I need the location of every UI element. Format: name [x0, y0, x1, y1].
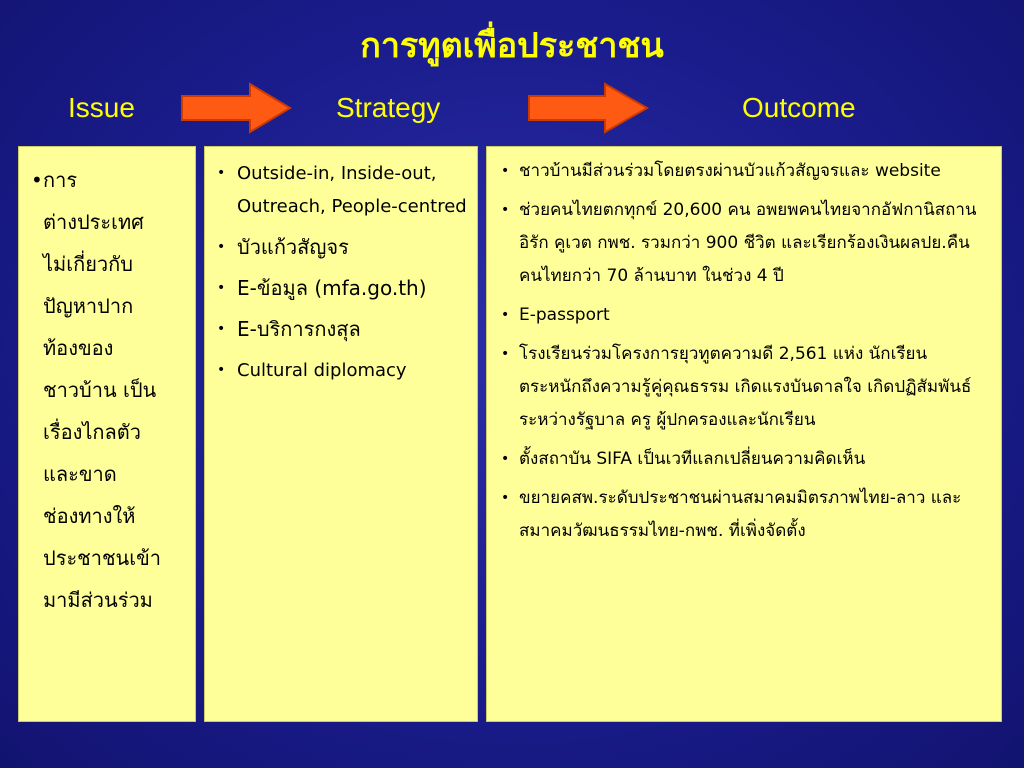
- bullet-icon: •: [31, 168, 43, 192]
- slide-title: การทูตเพื่อประชาชน: [360, 26, 664, 66]
- bullet-icon: •: [217, 239, 226, 255]
- issue-list: [31, 159, 185, 621]
- strategy-list: [215, 157, 467, 387]
- bullet-icon: •: [217, 321, 226, 337]
- outcome-item: • ช่วยคนไทยตกทุกข์ 20,600 คน อพยพคนไทยจากอัฟกานิสถาน อิรัก คูเวต กพช. รวมกว่า 900 ชีวิต และเรียกร้องเงินผลปย.คืนคนไทยกว่า 70 ล้านบาท ในช่วง 4 ปี: [499, 194, 989, 293]
- outcome-item: • ตั้งสถาบัน SIFA เป็นเวทีแลกเปลี่ยนความคิดเห็น: [499, 443, 989, 476]
- issue-line: เรื่องไกลตัว: [43, 420, 141, 444]
- issue-line: ประชาชนเข้า: [43, 546, 161, 570]
- strategy-box: [204, 146, 478, 722]
- issue-line: ท้องของ: [43, 336, 114, 360]
- strategy-item: • บัวแก้วสัญจร: [215, 231, 467, 264]
- issue-line: ต่างประเทศ: [43, 210, 144, 234]
- strategy-item: • E-ข้อมูล (mfa.go.th): [215, 272, 467, 305]
- arrow-right-icon: [527, 82, 649, 134]
- bullet-icon: •: [217, 165, 226, 181]
- bullet-icon: •: [501, 202, 510, 218]
- issue-line: ช่องทางให้: [43, 504, 136, 528]
- outcome-list: [499, 155, 989, 548]
- issue-header: Issue: [68, 92, 135, 123]
- issue-line: ชาวบ้าน เป็น: [43, 378, 157, 402]
- issue-line: มามีส่วนร่วม: [43, 588, 153, 612]
- outcome-item: • โรงเรียนร่วมโครงการยุวทูตความดี 2,561 แห่ง นักเรียนตระหนักถึงความรู้คู่คุณธรรม เกิดแรงบันดาลใจ เกิดปฏิสัมพันธ์ระหว่างรัฐบาล ครู ผู้ปกครองและนักเรียน: [499, 338, 989, 437]
- strategy-item: • Cultural diplomacy: [215, 354, 467, 387]
- issue-line: และขาด: [43, 462, 117, 486]
- issue-line: • การ: [31, 159, 185, 201]
- outcome-box: [486, 146, 1002, 722]
- issue-line: ไม่เกี่ยวกับ: [43, 252, 133, 276]
- issue-line: ปัญหาปาก: [43, 294, 134, 318]
- bullet-icon: •: [217, 280, 226, 296]
- strategy-header: Strategy: [336, 92, 441, 123]
- strategy-item: • E-บริการกงสุล: [215, 313, 467, 346]
- bullet-icon: •: [501, 346, 510, 362]
- bullet-icon: •: [501, 451, 510, 467]
- bullet-icon: •: [501, 307, 510, 323]
- outcome-item: • ขยายคสพ.ระดับประชาชนผ่านสมาคมมิตรภาพไทย-ลาว และสมาคมวัฒนธรรมไทย-กพช. ที่เพิ่งจัดตั้ง: [499, 482, 989, 548]
- issue-box: [18, 146, 196, 722]
- strategy-item: • Outside-in, Inside-out, Outreach, People-centred: [215, 157, 467, 223]
- outcome-item: • E-passport: [499, 299, 989, 332]
- bullet-icon: •: [501, 490, 510, 506]
- bullet-icon: •: [501, 163, 510, 179]
- outcome-header: Outcome: [742, 92, 856, 123]
- bullet-icon: •: [217, 362, 226, 378]
- outcome-item: • ชาวบ้านมีส่วนร่วมโดยตรงผ่านบัวแก้วสัญจรและ website: [499, 155, 989, 188]
- arrow-right-icon: [180, 82, 292, 134]
